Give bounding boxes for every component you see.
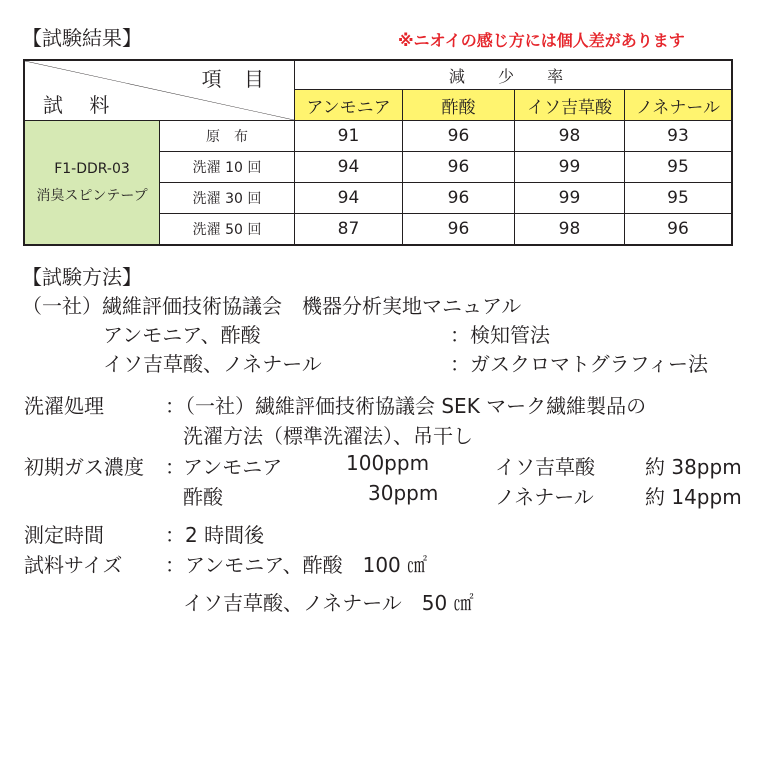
- gas-header-acetic-acid: 酢酸: [403, 90, 515, 121]
- value-cell: 99: [515, 152, 625, 183]
- concentration-value-isovaleric: 約 38ppm: [645, 455, 742, 479]
- washing-line-2: 洗濯方法（標準洗濯法）、吊干し: [183, 424, 473, 448]
- row-label: 洗濯 30 回: [160, 183, 295, 214]
- sample-description: 消臭スピンテープ: [36, 187, 148, 204]
- size-line-2: イソ吉草酸、ノネナール 50 ㎠: [183, 591, 474, 615]
- value-cell: 96: [403, 214, 515, 245]
- gas-header-ammonia: アンモニア: [295, 90, 403, 121]
- row-label: 洗濯 10 回: [160, 152, 295, 183]
- results-table: [24, 60, 732, 245]
- value-cell: 94: [295, 183, 403, 214]
- value-cell: 96: [403, 152, 515, 183]
- time-value: ：2 時間後: [165, 523, 265, 547]
- concentration-gas-acetic: 酢酸: [183, 485, 223, 509]
- method-gas-line-1: アンモニア、酢酸: [103, 323, 261, 347]
- concentration-value-acetic: 30ppm: [368, 481, 439, 505]
- value-cell: 96: [403, 183, 515, 214]
- method-standard: （一社）繊維評価技術協議会 機器分析実地マニュアル: [22, 294, 522, 318]
- concentration-gas-isovaleric: イソ吉草酸: [495, 455, 595, 479]
- value-cell: 94: [295, 152, 403, 183]
- value-cell: 87: [295, 214, 403, 245]
- value-cell: 99: [515, 183, 625, 214]
- concentration-gas-ammonia: アンモニア: [183, 455, 283, 479]
- item-header: 項 目: [201, 67, 272, 91]
- method-gas-line-2: イソ吉草酸、ノネナール: [103, 352, 322, 376]
- sample-code: F1-DDR-03: [54, 160, 130, 177]
- value-cell: 98: [515, 121, 625, 152]
- diagonal-header-cell: [25, 61, 295, 121]
- value-cell: 91: [295, 121, 403, 152]
- method-heading: 【試験方法】: [22, 265, 142, 289]
- gas-header-nonenal: ノネナール: [625, 90, 732, 121]
- value-cell: 98: [515, 214, 625, 245]
- time-label: 測定時間: [24, 523, 104, 547]
- concentration-value-nonenal: 約 14ppm: [645, 485, 742, 509]
- concentration-label: 初期ガス濃度: [24, 455, 144, 479]
- method-line-2: ：ガスクロマトグラフィー法: [450, 352, 708, 376]
- row-label: 原 布: [160, 121, 295, 152]
- results-title: 【試験結果】: [22, 26, 142, 50]
- washing-label: 洗濯処理: [24, 394, 104, 418]
- concentration-gas-nonenal: ノネナール: [495, 485, 594, 509]
- concentration-value-ammonia: 100ppm: [346, 451, 430, 475]
- washing-line-1: ：（一社）繊維評価技術協議会 SEK マーク繊維製品の: [165, 394, 647, 418]
- method-line-1: ：検知管法: [450, 323, 550, 347]
- value-cell: 93: [625, 121, 732, 152]
- size-line-1: ：アンモニア、酢酸 100 ㎠: [165, 553, 428, 577]
- concentration-colon: ：: [165, 455, 185, 479]
- gas-header-isovaleric-acid: イソ吉草酸: [515, 90, 625, 121]
- value-cell: 95: [625, 152, 732, 183]
- sample-name-cell: [25, 121, 160, 245]
- value-cell: 96: [403, 121, 515, 152]
- value-cell: 95: [625, 183, 732, 214]
- size-label: 試料サイズ: [24, 553, 123, 577]
- sample-header: 試 料: [43, 93, 120, 117]
- value-cell: 96: [625, 214, 732, 245]
- reduction-rate-header: 減 少 率: [295, 61, 732, 90]
- table-row: [25, 121, 732, 152]
- odor-perception-note: ※ニオイの感じ方には個人差があります: [398, 31, 685, 50]
- table-header-row: [25, 61, 732, 90]
- row-label: 洗濯 50 回: [160, 214, 295, 245]
